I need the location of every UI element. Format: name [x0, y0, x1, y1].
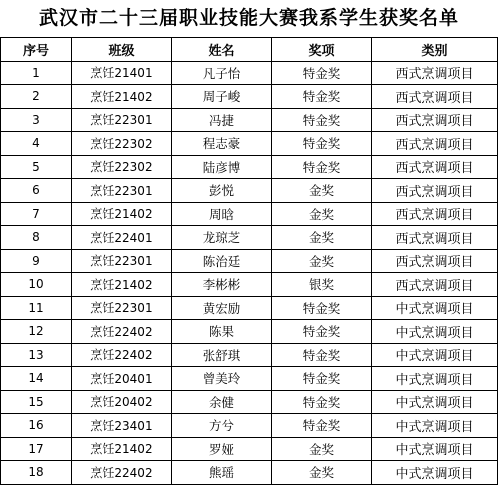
cell-index: 17 — [1, 437, 72, 461]
cell-category: 西式烹调项目 — [372, 226, 498, 250]
cell-index: 4 — [1, 132, 72, 156]
cell-award: 金奖 — [272, 249, 372, 273]
table-row — [1, 249, 498, 273]
cell-category: 西式烹调项目 — [372, 179, 498, 203]
award-table — [0, 37, 498, 485]
cell-award: 金奖 — [272, 461, 372, 485]
cell-index: 7 — [1, 202, 72, 226]
table-row — [1, 108, 498, 132]
table-header — [1, 38, 498, 62]
cell-award: 特金奖 — [272, 61, 372, 85]
cell-index: 13 — [1, 343, 72, 367]
cell-class: 烹饪22402 — [72, 343, 172, 367]
table-row — [1, 179, 498, 203]
cell-category: 西式烹调项目 — [372, 61, 498, 85]
cell-index: 3 — [1, 108, 72, 132]
cell-name: 龙琼芝 — [172, 226, 272, 250]
table-row — [1, 390, 498, 414]
cell-award: 金奖 — [272, 437, 372, 461]
cell-category: 西式烹调项目 — [372, 202, 498, 226]
table-row — [1, 226, 498, 250]
table-row — [1, 273, 498, 297]
cell-name: 罗娅 — [172, 437, 272, 461]
cell-name: 李彬彬 — [172, 273, 272, 297]
cell-award: 金奖 — [272, 202, 372, 226]
header-class: 班级 — [72, 38, 172, 62]
table-row — [1, 202, 498, 226]
cell-category: 中式烹调项目 — [372, 367, 498, 391]
cell-class: 烹饪22301 — [72, 296, 172, 320]
cell-index: 8 — [1, 226, 72, 250]
cell-name: 陈果 — [172, 320, 272, 344]
header-row — [1, 38, 498, 62]
cell-class: 烹饪21402 — [72, 85, 172, 109]
cell-category: 西式烹调项目 — [372, 249, 498, 273]
cell-index: 5 — [1, 155, 72, 179]
cell-category: 西式烹调项目 — [372, 108, 498, 132]
cell-class: 烹饪22302 — [72, 155, 172, 179]
cell-award: 特金奖 — [272, 108, 372, 132]
cell-category: 西式烹调项目 — [372, 155, 498, 179]
cell-index: 14 — [1, 367, 72, 391]
cell-category: 中式烹调项目 — [372, 390, 498, 414]
cell-category: 中式烹调项目 — [372, 461, 498, 485]
cell-category: 西式烹调项目 — [372, 85, 498, 109]
cell-index: 15 — [1, 390, 72, 414]
cell-class: 烹饪22301 — [72, 108, 172, 132]
cell-index: 2 — [1, 85, 72, 109]
cell-class: 烹饪22401 — [72, 226, 172, 250]
table-row — [1, 343, 498, 367]
cell-category: 中式烹调项目 — [372, 296, 498, 320]
cell-index: 1 — [1, 61, 72, 85]
cell-class: 烹饪22302 — [72, 132, 172, 156]
table-row — [1, 461, 498, 485]
table-row — [1, 296, 498, 320]
cell-category: 西式烹调项目 — [372, 273, 498, 297]
cell-name: 程志豪 — [172, 132, 272, 156]
cell-award: 特金奖 — [272, 414, 372, 438]
cell-class: 烹饪21402 — [72, 437, 172, 461]
cell-class: 烹饪20402 — [72, 390, 172, 414]
cell-name: 凡子怡 — [172, 61, 272, 85]
cell-class: 烹饪22301 — [72, 249, 172, 273]
cell-award: 特金奖 — [272, 132, 372, 156]
cell-award: 特金奖 — [272, 85, 372, 109]
cell-name: 周子峻 — [172, 85, 272, 109]
cell-name: 曾美玲 — [172, 367, 272, 391]
table-row — [1, 414, 498, 438]
cell-class: 烹饪20401 — [72, 367, 172, 391]
cell-category: 中式烹调项目 — [372, 414, 498, 438]
header-category: 类别 — [372, 38, 498, 62]
table-body — [1, 61, 498, 484]
cell-award: 金奖 — [272, 179, 372, 203]
cell-category: 中式烹调项目 — [372, 320, 498, 344]
cell-class: 烹饪21402 — [72, 202, 172, 226]
cell-award: 特金奖 — [272, 390, 372, 414]
document-title: 武汉市二十三届职业技能大赛我系学生获奖名单 — [38, 7, 459, 29]
cell-name: 张舒琪 — [172, 343, 272, 367]
cell-category: 中式烹调项目 — [372, 437, 498, 461]
cell-award: 特金奖 — [272, 320, 372, 344]
cell-index: 16 — [1, 414, 72, 438]
header-award: 奖项 — [272, 38, 372, 62]
table-row — [1, 132, 498, 156]
cell-class: 烹饪21402 — [72, 273, 172, 297]
cell-index: 12 — [1, 320, 72, 344]
cell-name: 周晗 — [172, 202, 272, 226]
cell-index: 11 — [1, 296, 72, 320]
cell-index: 9 — [1, 249, 72, 273]
cell-award: 特金奖 — [272, 367, 372, 391]
cell-award: 特金奖 — [272, 343, 372, 367]
cell-name: 陈治廷 — [172, 249, 272, 273]
cell-award: 金奖 — [272, 226, 372, 250]
cell-category: 中式烹调项目 — [372, 343, 498, 367]
cell-class: 烹饪22402 — [72, 320, 172, 344]
cell-award: 特金奖 — [272, 155, 372, 179]
cell-class: 烹饪23401 — [72, 414, 172, 438]
table-row — [1, 437, 498, 461]
cell-name: 冯捷 — [172, 108, 272, 132]
cell-name: 黄宏励 — [172, 296, 272, 320]
table-row — [1, 367, 498, 391]
table-row — [1, 61, 498, 85]
header-index: 序号 — [1, 38, 72, 62]
cell-class: 烹饪21401 — [72, 61, 172, 85]
cell-index: 10 — [1, 273, 72, 297]
table-row — [1, 85, 498, 109]
header-name: 姓名 — [172, 38, 272, 62]
table-row — [1, 320, 498, 344]
cell-name: 余健 — [172, 390, 272, 414]
cell-award: 银奖 — [272, 273, 372, 297]
cell-name: 熊瑶 — [172, 461, 272, 485]
cell-name: 陆彦博 — [172, 155, 272, 179]
cell-name: 彭悦 — [172, 179, 272, 203]
cell-class: 烹饪22402 — [72, 461, 172, 485]
cell-index: 18 — [1, 461, 72, 485]
cell-class: 烹饪22301 — [72, 179, 172, 203]
cell-award: 特金奖 — [272, 296, 372, 320]
cell-name: 方兮 — [172, 414, 272, 438]
cell-index: 6 — [1, 179, 72, 203]
cell-category: 西式烹调项目 — [372, 132, 498, 156]
table-row — [1, 155, 498, 179]
